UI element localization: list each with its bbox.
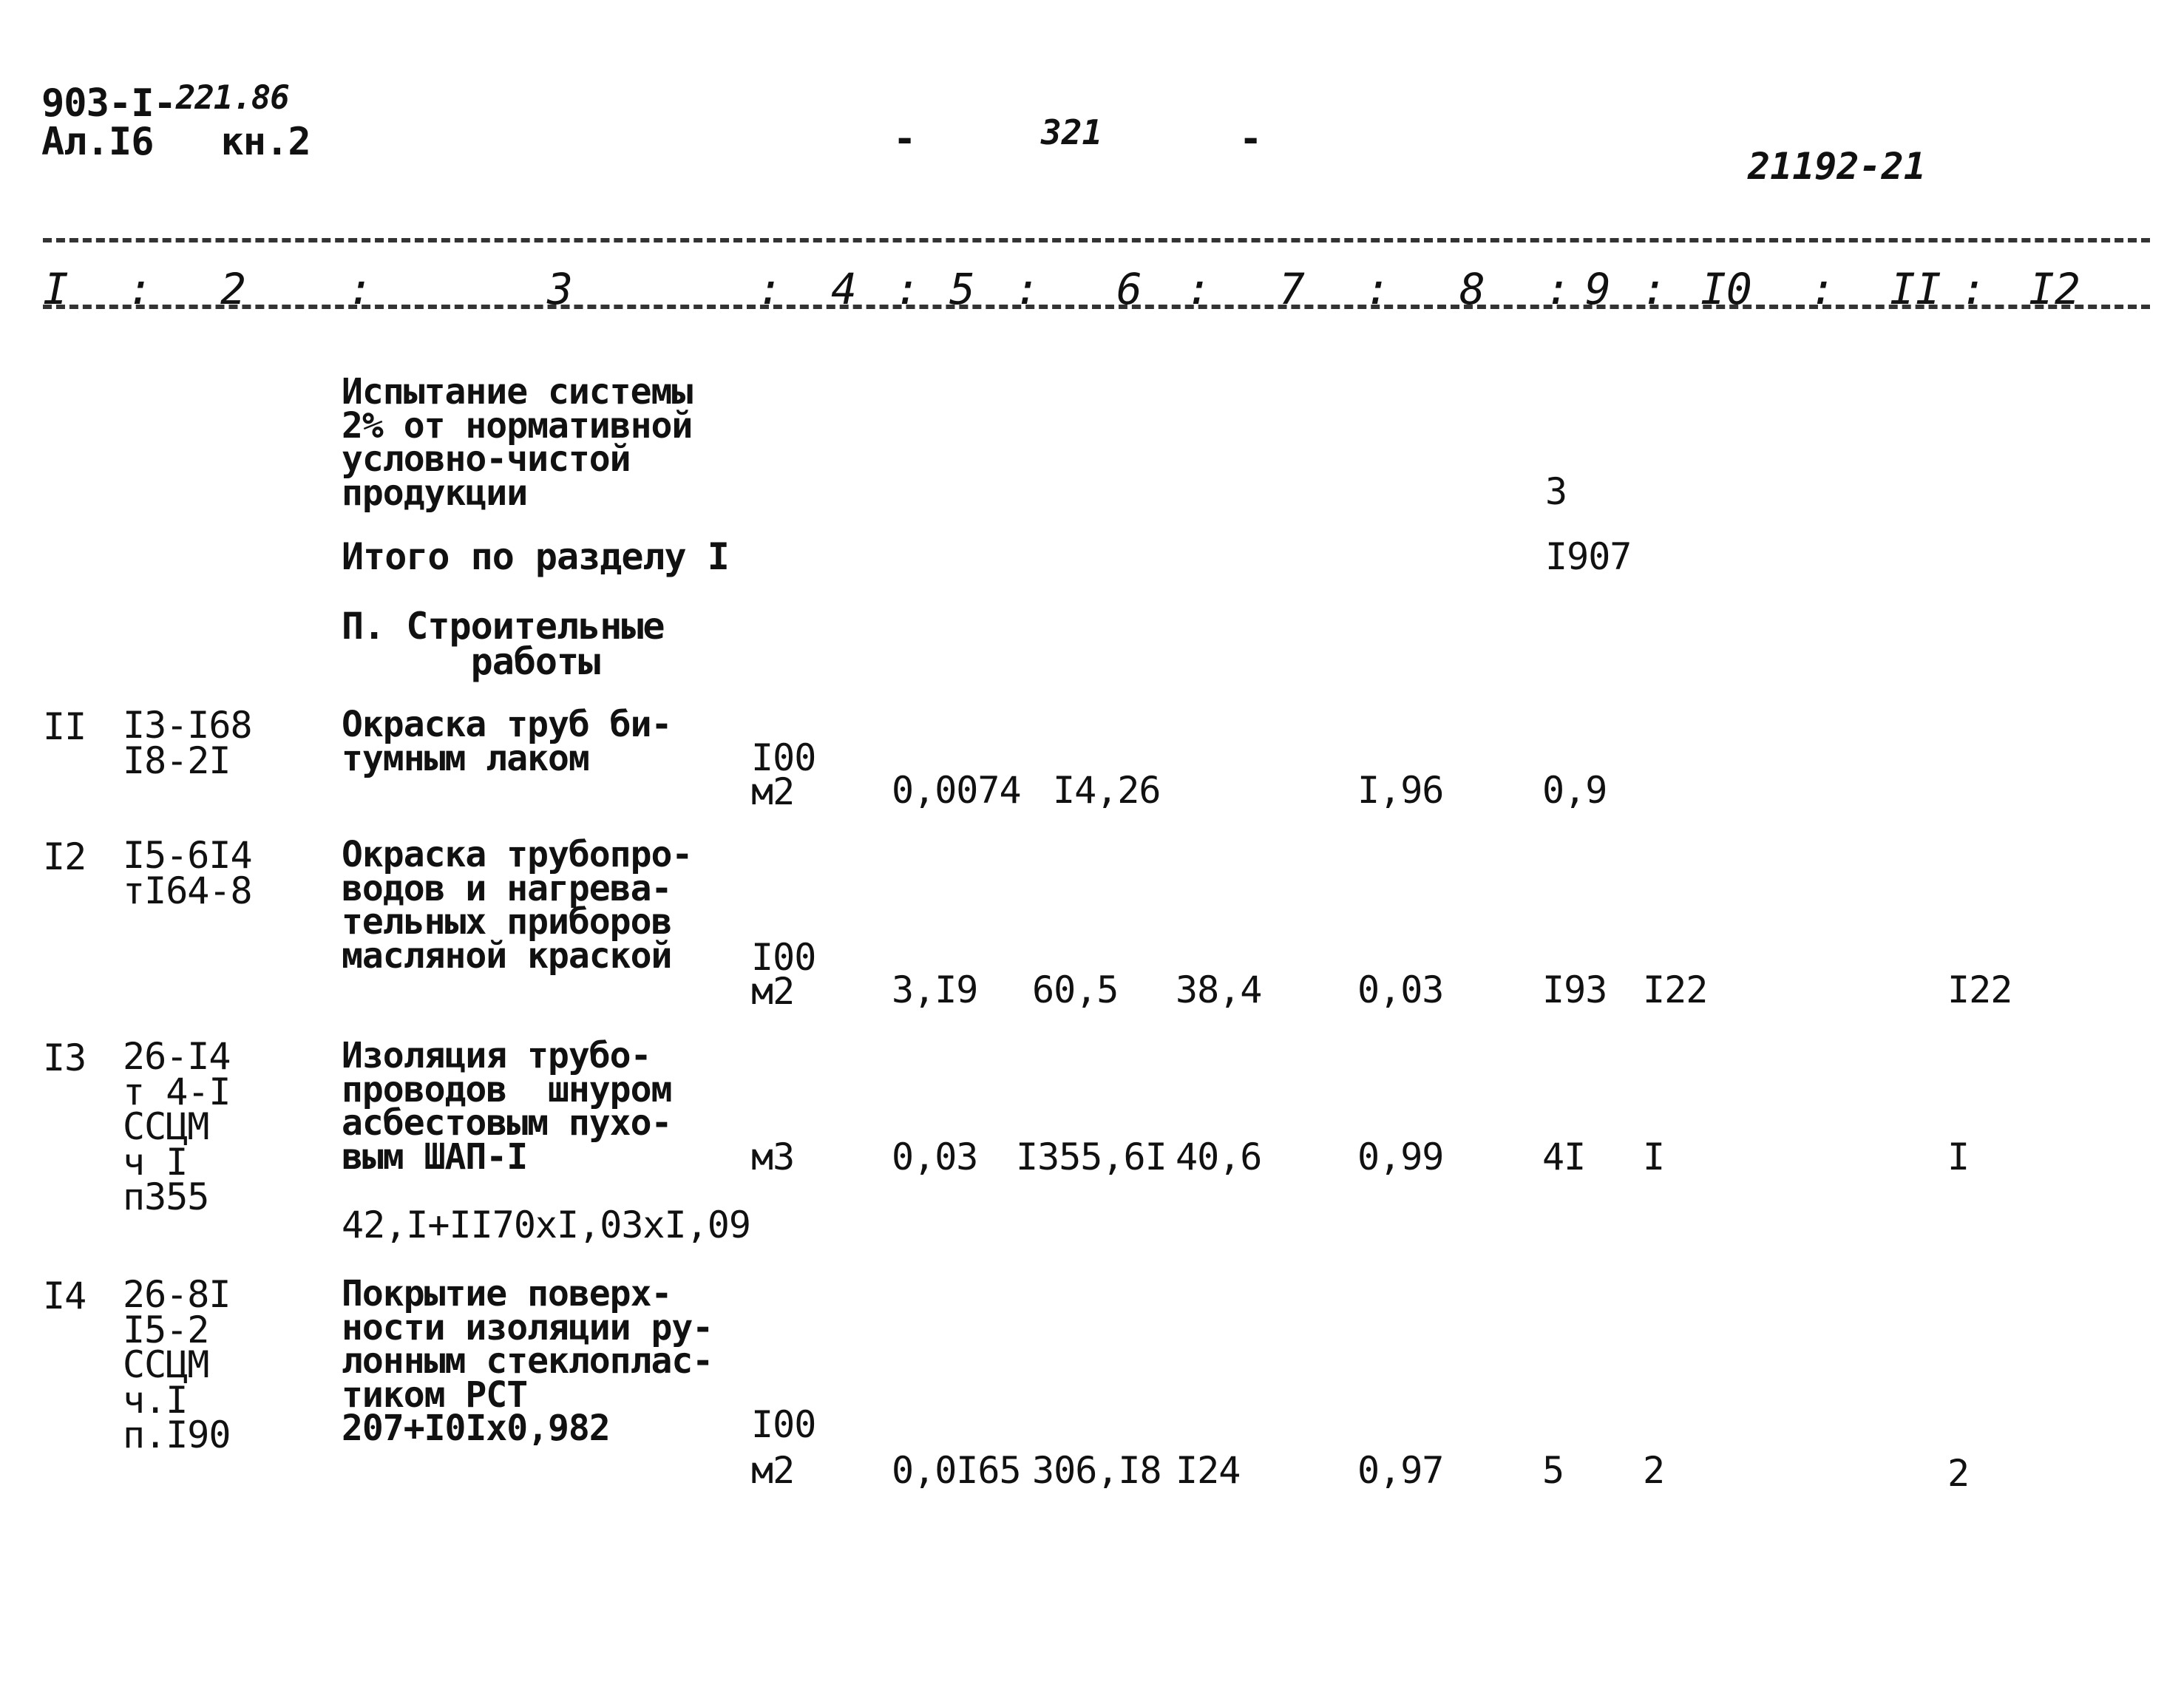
row-13-description: Изоляция трубо- проводов шнуром асбестовым пухо- вым ШАП-I (342, 1035, 672, 1178)
row-12-col8: 0,03 (1357, 968, 1444, 1011)
row-14-col9: 5 (1542, 1449, 1564, 1492)
row-12-number: I2 (43, 835, 87, 878)
row-11-code: I3-I68 I8-2I (123, 704, 252, 782)
row-11-unit: I00 м2 (751, 736, 816, 813)
document-code-prefix: 903-I- (41, 81, 176, 126)
column-header-5: 5 (949, 264, 975, 314)
column-header-4: 4 (831, 264, 857, 314)
column-header-2: 2 (220, 264, 246, 314)
system-test-col9: 3 (1545, 470, 1567, 513)
section-1-total-label: Итого по разделу I (342, 535, 729, 578)
row-11-col5: 0,0074 (892, 769, 1021, 812)
row-14-unit-top: I00 (751, 1403, 816, 1446)
column-separator: : (347, 264, 373, 314)
row-11-col8: I,96 (1357, 769, 1444, 812)
album-book: Ал.I6 кн.2 (41, 120, 311, 164)
row-13-formula: 42,I+II70xI,03xI,09 (342, 1204, 750, 1246)
row-12-col6: 60,5 (1032, 968, 1119, 1011)
row-14-col7: I24 (1176, 1449, 1241, 1492)
row-12-col9: I93 (1542, 968, 1607, 1011)
row-11-col6: I4,26 (1053, 769, 1161, 812)
row-14-col8: 0,97 (1357, 1449, 1444, 1492)
header-rule-top (43, 238, 2150, 242)
column-header-12: I2 (2029, 264, 2080, 314)
row-13-col9: 4I (1542, 1136, 1586, 1178)
row-12-col10: I22 (1643, 968, 1708, 1011)
row-14-col5: 0,0I65 (892, 1449, 1021, 1492)
row-14-number: I4 (43, 1275, 87, 1317)
row-14-col12: 2 (1947, 1452, 1970, 1495)
row-11-col9: 0,9 (1542, 769, 1607, 812)
column-header-1: I (43, 264, 69, 314)
column-separator: : (895, 264, 920, 314)
row-11-number: II (43, 705, 87, 748)
dash-right: - (1239, 117, 1262, 161)
row-14-description: Покрытие поверх- ности изоляции ру- лонным стеклоплас- тиком РСТ 207+I0Ix0,982 (342, 1273, 713, 1450)
row-14-code: 26-8I I5-2 ССЦМ ч.I п.I90 (123, 1273, 231, 1456)
system-test-description: Испытание системы 2% от нормативной условно-чистой продукции (342, 371, 693, 514)
column-separator: : (127, 264, 153, 314)
row-14-col10: 2 (1643, 1449, 1665, 1492)
column-header-6: 6 (1116, 264, 1142, 314)
row-13-col12: I (1947, 1136, 1970, 1178)
row-13-col5: 0,03 (892, 1136, 978, 1178)
row-13-col7: 40,6 (1176, 1136, 1262, 1178)
row-13-col10: I (1643, 1136, 1665, 1178)
section-1-total-col9: I907 (1545, 535, 1632, 578)
column-header-3: 3 (547, 264, 573, 314)
column-separator: : (1014, 264, 1040, 314)
dash-left: - (893, 117, 916, 161)
document-code-handwritten: 221.86 (175, 79, 289, 117)
row-12-col7: 38,4 (1176, 968, 1262, 1011)
row-13-number: I3 (43, 1036, 87, 1079)
column-separator: : (1545, 264, 1571, 314)
column-separator: : (1961, 264, 1987, 314)
column-separator: : (757, 264, 783, 314)
column-header-8: 8 (1459, 264, 1485, 314)
row-14-unit-bottom: м2 (751, 1449, 795, 1492)
page-number: 321 (1041, 112, 1103, 152)
column-separator: : (1810, 264, 1836, 314)
column-separator: : (1641, 264, 1667, 314)
row-13-col6: I355,6I (1016, 1136, 1167, 1178)
row-12-description: Окраска трубопро- водов и нагрева- тельных приборов масляной краской (342, 834, 693, 977)
row-12-code: I5-6I4 тI64-8 (123, 834, 252, 912)
section-2-title: П. Строительные работы (342, 605, 665, 683)
row-12-col5: 3,I9 (892, 968, 978, 1011)
sheet-id: 21192-21 (1748, 145, 1926, 188)
column-header-7: 7 (1279, 264, 1305, 314)
row-13-code: 26-I4 т 4-I ССЦМ ч I п355 (123, 1035, 231, 1218)
row-14-col6: 306,I8 (1032, 1449, 1161, 1492)
row-13-col8: 0,99 (1357, 1136, 1444, 1178)
column-separator: : (1365, 264, 1391, 314)
document-code (41, 79, 289, 126)
row-13-unit: м3 (751, 1136, 795, 1178)
column-header-9: 9 (1585, 264, 1611, 314)
column-header-11: II (1890, 264, 1941, 314)
column-header-10: I0 (1700, 264, 1752, 314)
row-12-col12: I22 (1947, 968, 2012, 1011)
column-separator: : (1186, 264, 1212, 314)
row-12-unit: I00 м2 (751, 936, 816, 1013)
row-11-description: Окраска труб би- тумным лаком (342, 704, 672, 779)
